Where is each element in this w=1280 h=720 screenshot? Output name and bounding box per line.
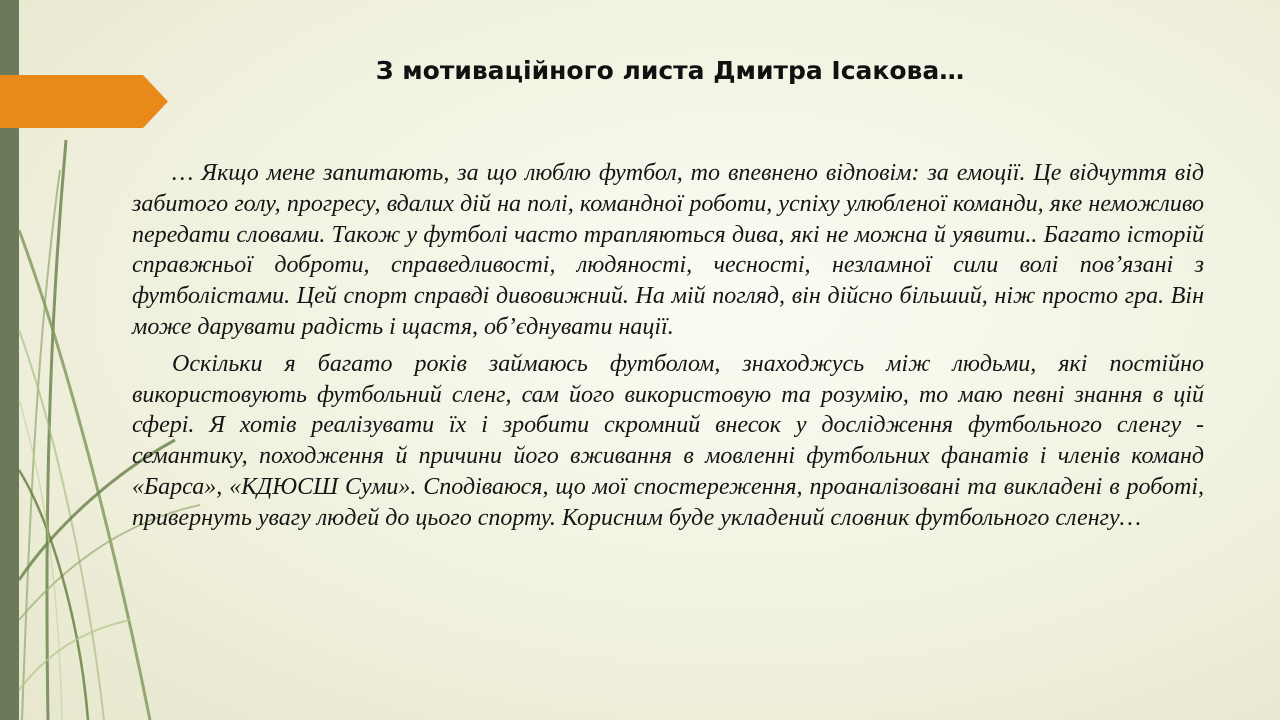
body-text: [132, 158, 1204, 534]
slide-title: З мотиваційного листа Дмитра Ісакова…: [375, 56, 965, 85]
paragraph-1: … Якщо мене запитають, за що люблю футбол, то впевнено відповім: за емоції. Це відчуття від забитого голу, прогресу, вдалих дій на полі, командної роботи, успіху улюбленої команди, яке неможливо передати словами. Також у футболі часто трапляються дива, які не можна й уявити.. Багато історій справжньої доброти, справедливості, людяності, чесності, незламної сили волі пов’язані з футболістами. Цей спорт справді дивовижний. На мій погляд, він дійсно більший, ніж просто гра. Він може дарувати радість і щастя, об’єднувати нації.: [132, 160, 1204, 340]
paragraph-2: Оскільки я багато років займаюсь футболом, знаходжусь між людьми, які постійно використовують футбольний сленг, сам його використовую та розумію, то маю певні знання в цій сфері. Я хотів реалізувати їх і зробити скромний внесок у дослідження футбольного сленгу - семантику, походження й причини його вживання в мовленні футбольних фанатів і членів команд «Барса», «КДЮСШ Суми». Сподіваюся, що мої спостереження, проаналізовані та викладені в роботі, привернуть увагу людей до цього спорту. Корисним буде укладений словник футбольного сленгу…: [132, 350, 1204, 531]
orange-arrow-shape: [0, 75, 168, 128]
